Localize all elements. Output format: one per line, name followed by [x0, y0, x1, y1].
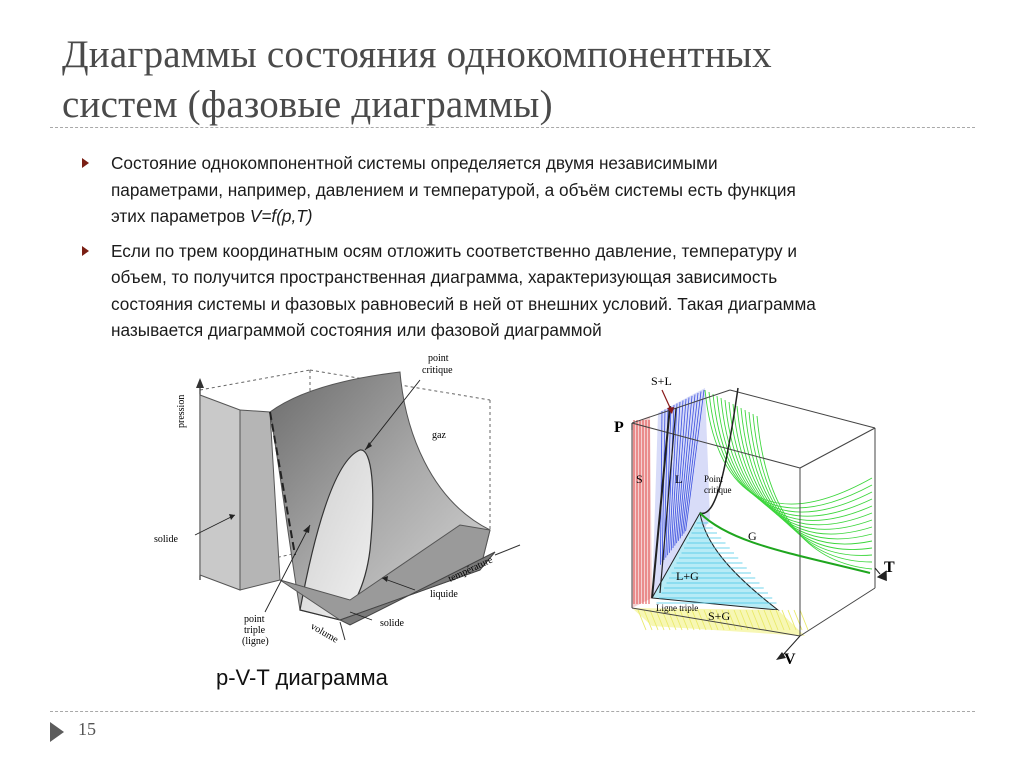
label-gaz: gaz	[432, 430, 446, 441]
gas-isotherm	[753, 414, 872, 562]
bullet-item	[82, 238, 972, 344]
label-s: S	[636, 472, 643, 486]
footer-arrow-icon	[50, 722, 64, 742]
bullet-list	[82, 150, 972, 352]
bullet-arrow-icon	[82, 246, 89, 256]
label-l: L	[675, 472, 683, 486]
axis-label-pression: pression	[176, 394, 187, 428]
formula: V=f(p,T)	[249, 206, 313, 226]
bullet-text: состояния системы и фазовых равновесий в ней от внешних условий. Такая диаграмма	[111, 293, 816, 314]
axis-label-t: T	[884, 559, 895, 576]
bullet-text: называется диаграммой состояния или фазовой диаграммой	[111, 320, 602, 340]
axis-label-p: P	[614, 419, 624, 436]
label-s-plus-l: S+L	[651, 374, 672, 388]
axis-label-temperature: température	[446, 554, 495, 585]
label-s-plus-g: S+G	[708, 609, 731, 623]
colored-phase-diagram	[600, 368, 910, 670]
title-line-1: Диаграммы состояния однокомпонентных	[62, 33, 772, 76]
label-point-critique: point	[428, 353, 449, 364]
bullet-text	[111, 203, 972, 230]
label-point-triple: point	[244, 614, 265, 625]
label-liquide: liquide	[430, 589, 458, 600]
gas-isotherm	[717, 396, 872, 516]
axis-label-v: V	[784, 651, 796, 668]
label-solide: solide	[154, 534, 178, 545]
bullet-arrow-icon	[82, 158, 89, 168]
axis-label-volume: volume	[308, 621, 340, 646]
bullet-text: параметрами, например, давлением и температурой, а объём системы есть функция	[111, 179, 796, 200]
bullet-text-prefix: этих параметров	[111, 206, 250, 226]
bullet-text: объем, то получится пространственная диаграмма, характеризующая зависимость	[111, 267, 778, 287]
label-point-triple: (ligne)	[242, 636, 269, 647]
bullet-item	[82, 150, 972, 230]
gas-isotherm	[713, 394, 872, 512]
gas-isotherm	[725, 400, 872, 525]
label-point-critique: critique	[422, 365, 453, 376]
bullet-text: Если по трем координатным осям отложить соответственно давление, температуру и	[111, 240, 797, 261]
label-solide-bottom: solide	[380, 618, 404, 629]
title-divider	[50, 127, 975, 128]
label-point-critique: critique	[704, 485, 732, 495]
diagram-caption: p-V-T диаграмма	[216, 665, 388, 690]
label-ligne-triple: Ligne triple	[656, 603, 699, 613]
label-point-triple: triple	[244, 625, 266, 636]
slide-title	[62, 30, 962, 130]
gas-isotherm	[745, 410, 872, 549]
label-point-critique: Point	[704, 474, 724, 484]
bullet-text: Состояние однокомпонентной системы определяется двумя независимыми	[111, 153, 718, 173]
label-g: G	[748, 529, 757, 543]
page-number: 15	[78, 719, 96, 739]
label-l-plus-g: L+G	[676, 569, 699, 583]
title-line-2: систем (фазовые диаграммы)	[62, 83, 553, 126]
pvt-surface-diagram	[150, 350, 530, 655]
footer-divider	[50, 711, 975, 712]
